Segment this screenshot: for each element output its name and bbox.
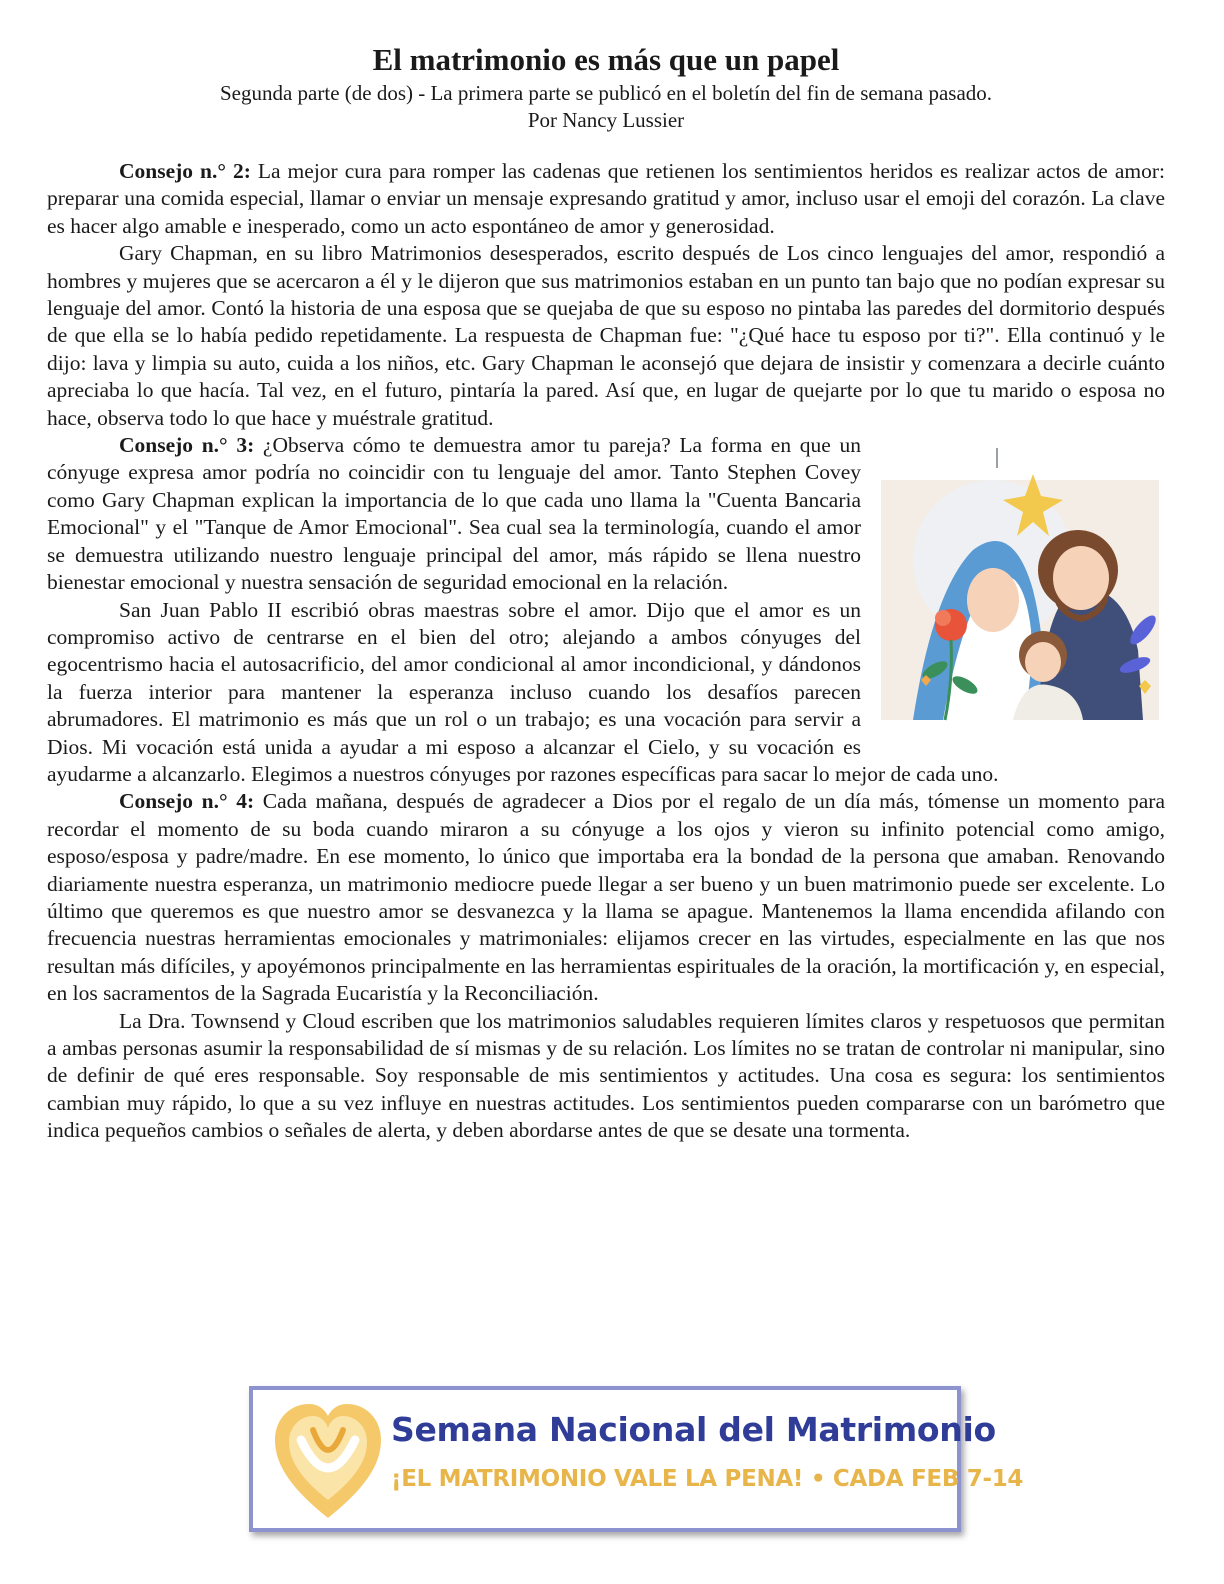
article-byline: Por Nancy Lussier — [527, 108, 685, 132]
paragraph-text: La Dra. Townsend y Cloud escriben que los matrimonios saludables requieren límites claros y respetuosos que permitan a ambas personas asumir la responsabilidad de sí mismas y de su relación. Los límites no se tratan de controlar ni manipular, sino de definir de qué eres responsable. Soy responsable de mis sentimientos y actitudes. Una cosa es segura: los sentimientos cambian muy rápido, lo que a su vez influye en nuestras actitudes. Los sentimientos pueden compararse con un barómetro que indica pequeños cambios o señales de alerta, y deben abordarse antes de que se desate una tormenta. — [47, 1008, 1165, 1143]
marriage-week-banner — [249, 1386, 1024, 1532]
article — [47, 40, 1165, 1145]
banner-title: Semana Nacional del Matrimonio — [391, 1410, 996, 1449]
paragraph-chapman — [47, 240, 1165, 432]
banner-tagline: ¡EL MATRIMONIO VALE LA PENA! • CADA FEB 7-14 — [391, 1466, 1024, 1492]
paragraph-townsend — [47, 1008, 1165, 1145]
article-subtitle: Segunda parte (de dos) - La primera parte se publicó en el boletín del fin de semana pasado. — [219, 81, 993, 105]
tip-label: Consejo n.° 4: — [119, 789, 255, 814]
tip-label: Consejo n.° 3: — [119, 433, 255, 458]
paragraph-text: San Juan Pablo II escribió obras maestras sobre el amor. Dijo que el amor es un compromiso activo de centrarse en el bien del otro; alejando a ambos cónyuges del egocentrismo hacia el autosacrificio, del amor condicional al amor incondicional, y dándonos la fuerza interior para mantener la esperanza incluso cuando los desafíos parecen abrumadores. El matrimonio es más que un rol o un trabajo; es una vocación para servir a Dios. Mi vocación está unida a ayudar a mi esposo a alcanzar el Cielo, y su vocación es ayudarme a alcanzarlo. Elegimos a nuestros cónyuges por razones específicas para sacar lo mejor de cada uno. — [47, 597, 999, 786]
paragraph-tip-3 — [47, 432, 1165, 596]
tip-label: Consejo n.° 2: — [119, 159, 251, 183]
heart-rings-icon — [273, 1400, 383, 1522]
paragraph-text: La mejor cura para romper las cadenas que retienen los sentimientos heridos es realizar actos de amor: preparar una comida especial, llamar o enviar un mensaje expresando gratitud y amor, incluso usar el emoji del corazón. La clave es hacer algo amable e inesperado, como un acto espontáneo de amor y generosidad. — [47, 159, 1165, 238]
article-title: El matrimonio es más que un papel — [372, 42, 840, 77]
paragraph-text: Cada mañana, después de agradecer a Dios por el regalo de un día más, tómense un momento para recordar el momento de su boda cuando miraron a su cónyuge a los ojos y vieron su infinito potencial como amigo, esposo/esposa y padre/madre. En ese momento, lo único que importaba era la bondad de la persona que amaban. Renovando diariamente nuestra esperanza, un matrimonio mediocre puede llegar a ser bueno y un buen matrimonio puede ser excelente. Lo último que queremos es que nuestro amor se desvanezca y la llama se apague. Mantenemos la llama encendida afilando con frecuencia nuestras herramientas emocionales y matrimoniales: elijamos crecer en las virtudes, especialmente en las que nos resultan más difíciles, y apoyémonos principalmente en las herramientas espirituales de la oración, la mortificación y, en especial, en los sacramentos de la Sagrada Eucaristía y la Reconciliación. — [47, 789, 1165, 1006]
holy-family-illustration — [873, 440, 1165, 732]
paragraph-tip-2 — [47, 158, 1165, 240]
paragraph-tip-4 — [47, 788, 1165, 1007]
paragraph-text: ¿Observa cómo te demuestra amor tu pareja? La forma en que un cónyuge expresa amor podría no coincidir con tu lenguaje del amor. Tanto Stephen Covey como Gary Chapman explican la importancia de lo que cada uno llama la "Cuenta Bancaria Emocional" y el "Tanque de Amor Emocional". Sea cual sea la terminología, cuando el amor se demuestra utilizando nuestro lenguaje principal del amor, más rápido se llena nuestro bienestar emocional y nuestra sensación de seguridad emocional en la relación. — [47, 433, 861, 595]
paragraph-text: Gary Chapman, en su libro Matrimonios desesperados, escrito después de Los cinco lenguajes del amor, respondió a hombres y mujeres que se acercaron a él y le dijeron que sus matrimonios estaban en un punto tan bajo que no podían expresar su lenguaje del amor. Contó la historia de una esposa que se quejaba de que su esposo no pintaba las paredes del dormitorio después de que ella se lo había pedido repetidamente. La respuesta de Chapman fue: "¿Qué hace tu esposo por ti?". Ella continuó y le dijo: lava y limpia su auto, cuida a los niños, etc. Gary Chapman le aconsejó que dejara de insistir y comenzara a decirle cuánto apreciaba lo que hacía. Tal vez, en el futuro, pintaría la pared. Así que, en lugar de quejarte por lo que tu marido o esposa no hace, observa todo lo que hace y muéstrale gratitud. — [47, 241, 1165, 430]
article-body — [47, 158, 1165, 1145]
